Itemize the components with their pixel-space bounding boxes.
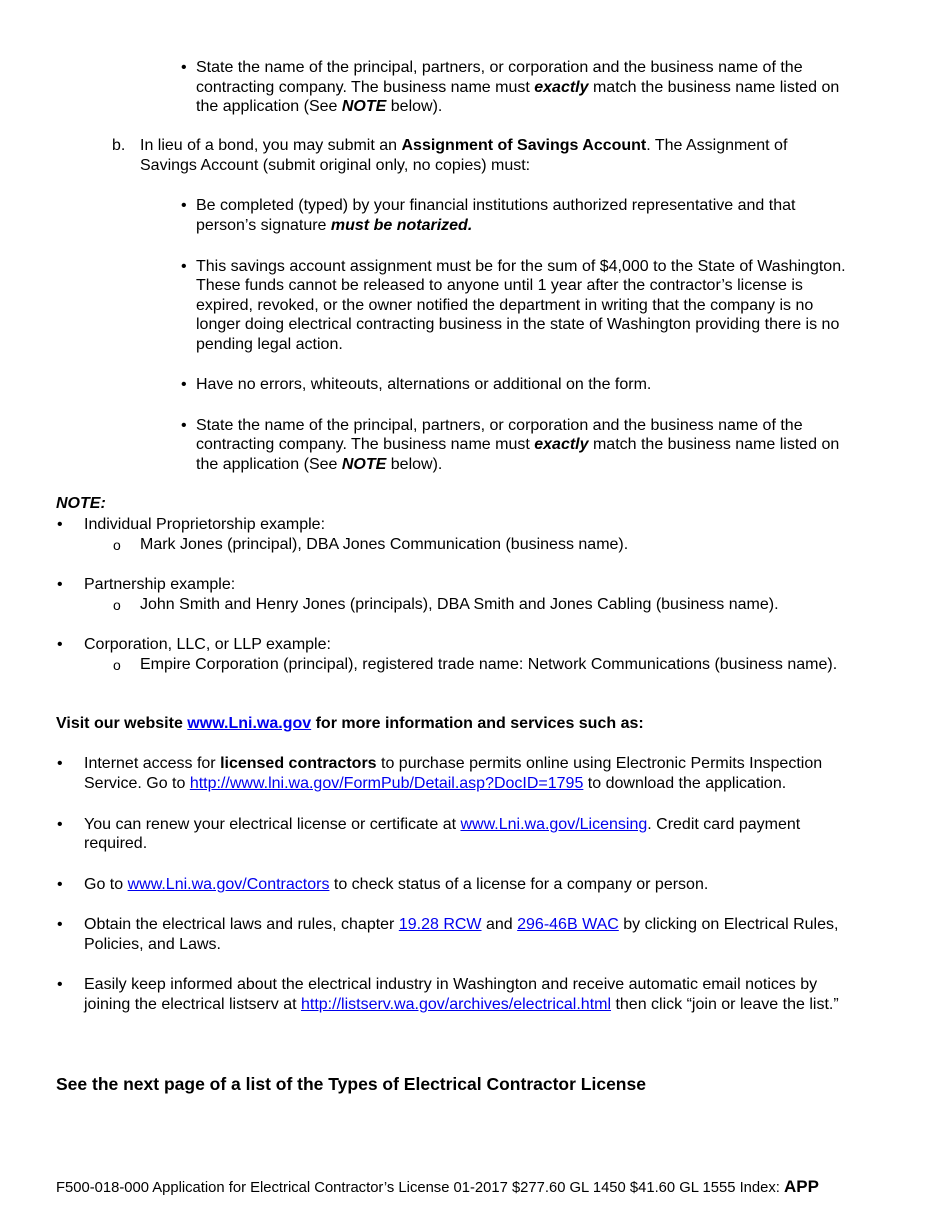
- savings-bullet3-line1: Have no errors, whiteouts, alternations or additional on the form.: [196, 376, 652, 393]
- section-a-bullet-line3: the application (See NOTE below).: [196, 98, 443, 115]
- savings-bullet2-line2: These funds cannot be released to anyone until 1 year after the contractor’s license is: [196, 277, 803, 294]
- note-item-label: Individual Proprietorship example:: [84, 516, 326, 533]
- section-b-marker: b.: [112, 137, 126, 154]
- website-item2-line1: You can renew your electrical license or certificate at www.Lni.wa.gov/Licensing. Credit card payment: [84, 816, 801, 833]
- website-heading: Visit our website www.Lni.wa.gov for more information and services such as:: [56, 715, 644, 732]
- sub-bullet: o: [113, 657, 121, 673]
- bullet-dot: •: [57, 755, 63, 772]
- bullet-dot: •: [57, 876, 63, 893]
- savings-bullet4-line1: State the name of the principal, partners, or corporation and the business name of the: [196, 417, 803, 434]
- bullet-dot: •: [57, 976, 63, 993]
- contractors-link[interactable]: www.Lni.wa.gov/Contractors: [127, 876, 330, 893]
- epis-form-link[interactable]: http://www.lni.wa.gov/FormPub/Detail.asp?DocID=1795: [189, 775, 584, 792]
- bullet-dot: •: [181, 59, 187, 76]
- listserv-link[interactable]: http://listserv.wa.gov/archives/electrical.html: [300, 996, 612, 1013]
- website-item1-line2: Service. Go to http://www.lni.wa.gov/FormPub/Detail.asp?DocID=1795 to download the application.: [84, 775, 787, 792]
- bullet-dot: •: [181, 258, 187, 275]
- rcw-link[interactable]: 19.28 RCW: [398, 916, 482, 933]
- lni-website-link[interactable]: www.Lni.wa.gov: [187, 715, 312, 732]
- website-item4-line1: Obtain the electrical laws and rules, chapter 19.28 RCW and 296-46B WAC by clicking on Electrical Rules,: [84, 916, 839, 933]
- wac-link[interactable]: 296-46B WAC: [517, 916, 619, 933]
- website-item5-line1: Easily keep informed about the electrical industry in Washington and receive automatic email notices by: [84, 976, 818, 993]
- website-item2-line2: required.: [84, 835, 148, 852]
- bullet-dot: •: [57, 816, 63, 833]
- savings-bullet2-line1: This savings account assignment must be for the sum of $4,000 to the State of Washington.: [196, 258, 846, 275]
- section-a-bullet-line2: contracting company. The business name must exactly match the business name listed on: [196, 79, 840, 96]
- savings-bullet4-line3: the application (See NOTE below).: [196, 456, 443, 473]
- savings-bullet1-line2: person’s signature must be notarized.: [196, 217, 473, 234]
- form-footer: F500-018-000 Application for Electrical Contractor’s License 01-2017 $277.60 GL 1450 $41.60 GL 1555 Index: APP: [56, 1177, 819, 1196]
- bullet-dot: •: [181, 197, 187, 214]
- sub-bullet: o: [113, 537, 121, 553]
- note-item-label: Corporation, LLC, or LLP example:: [84, 636, 331, 653]
- section-b-line2: Savings Account (submit original only, no copies) must:: [140, 157, 531, 174]
- note-item-example: Empire Corporation (principal), registered trade name: Network Communications (business name).: [140, 656, 838, 673]
- website-item4-line2: Policies, and Laws.: [84, 936, 221, 953]
- bullet-dot: •: [57, 576, 63, 593]
- bullet-dot: •: [57, 516, 63, 533]
- bullet-dot: •: [57, 916, 63, 933]
- section-b-line1: In lieu of a bond, you may submit an Assignment of Savings Account. The Assignment of: [140, 137, 788, 154]
- licensing-link[interactable]: www.Lni.wa.gov/Licensing: [460, 816, 648, 833]
- savings-bullet2-line3: expired, revoked, or the owner notified the department in writing that the company is no: [196, 297, 814, 314]
- savings-bullet4-line2: contracting company. The business name must exactly match the business name listed on: [196, 436, 840, 453]
- savings-bullet2-line5: pending legal action.: [196, 336, 343, 353]
- savings-bullet1-line1: Be completed (typed) by your financial institutions authorized representative and that: [196, 197, 796, 214]
- bullet-dot: •: [181, 376, 187, 393]
- sub-bullet: o: [113, 597, 121, 613]
- bullet-dot: •: [181, 417, 187, 434]
- savings-bullet2-line4: longer doing electrical contracting business in the state of Washington providing there is no: [196, 316, 840, 333]
- index-code: APP: [784, 1177, 819, 1196]
- bullet-dot: •: [57, 636, 63, 653]
- section-a-bullet-line1: State the name of the principal, partners, or corporation and the business name of the: [196, 59, 803, 76]
- next-page-heading: See the next page of a list of the Types of Electrical Contractor License: [56, 1074, 646, 1094]
- website-item3: Go to www.Lni.wa.gov/Contractors to check status of a license for a company or person.: [84, 876, 709, 893]
- website-item1-line1: Internet access for licensed contractors to purchase permits online using Electronic Permits Inspection: [84, 755, 823, 772]
- note-item-label: Partnership example:: [84, 576, 236, 593]
- website-item5-line2: joining the electrical listserv at http://listserv.wa.gov/archives/electrical.html then click “join or leave the list.”: [84, 996, 839, 1013]
- note-item-example: John Smith and Henry Jones (principals), DBA Smith and Jones Cabling (business name).: [140, 596, 779, 613]
- note-item-example: Mark Jones (principal), DBA Jones Communication (business name).: [140, 536, 629, 553]
- note-heading: NOTE:: [56, 495, 106, 512]
